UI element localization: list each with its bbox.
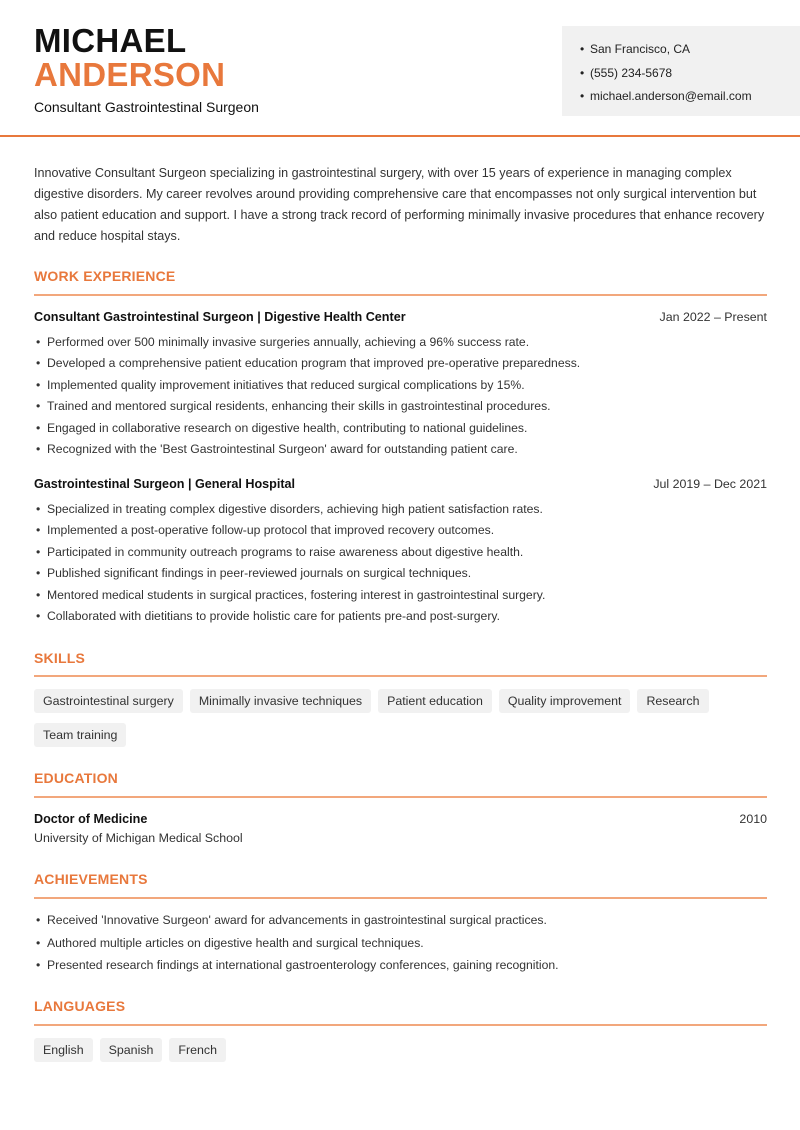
school: University of Michigan Medical School	[34, 831, 243, 845]
list-item: • Specialized in treating complex digestive disorders, achieving high patient satisfaction rates.	[34, 499, 767, 520]
job-bullets	[34, 332, 767, 460]
section-title-languages: LANGUAGES	[34, 998, 126, 1014]
list-item: • Implemented quality improvement initiatives that reduced surgical complications by 15%.	[34, 375, 767, 396]
skill-tag: Research	[637, 689, 708, 713]
job-role: Consultant Gastrointestinal Surgeon | Digestive Health Center	[34, 310, 406, 324]
skill-tag: Gastrointestinal surgery	[34, 689, 183, 713]
list-item: • Recognized with the 'Best Gastrointestinal Surgeon' award for outstanding patient care.	[34, 439, 767, 460]
skill-tag: Team training	[34, 723, 126, 747]
job-title: Consultant Gastrointestinal Surgeon	[34, 99, 259, 115]
skill-tag: Quality improvement	[499, 689, 631, 713]
first-name: MICHAEL	[34, 22, 187, 59]
section-title-skills: SKILLS	[34, 650, 85, 666]
list-item: • Developed a comprehensive patient education program that improved pre-operative preparedness.	[34, 353, 767, 374]
graduation-year: 2010	[739, 812, 767, 826]
job-dates: Jan 2022 – Present	[659, 310, 767, 324]
education-entry	[34, 812, 767, 845]
section-divider	[34, 675, 767, 677]
section-title-achievements: ACHIEVEMENTS	[34, 871, 148, 887]
summary: Innovative Consultant Surgeon specializing in gastrointestinal surgery, with over 15 years of experience in managing complex digestive disorders. My career revolves around providing comprehensive care that encompasses not only surgical intervention but also patient education and support. I have a strong track record of performing minimally invasive procedures that enhance recovery and reduce hospital stays.	[34, 166, 765, 243]
section-divider	[34, 897, 767, 899]
skill-tag: Patient education	[378, 689, 492, 713]
list-item: • Participated in community outreach programs to raise awareness about digestive health.	[34, 542, 767, 563]
contact-box	[562, 26, 800, 116]
job-dates: Jul 2019 – Dec 2021	[653, 477, 767, 491]
section-divider	[34, 1024, 767, 1026]
list-item: • Trained and mentored surgical residents, enhancing their skills in gastrointestinal procedures.	[34, 396, 767, 417]
job-role: Gastrointestinal Surgeon | General Hospital	[34, 477, 296, 491]
list-item: • Authored multiple articles on digestive health and surgical techniques.	[34, 932, 767, 955]
list-item: • Performed over 500 minimally invasive surgeries annually, achieving a 96% success rate.	[34, 332, 767, 353]
skills-tags	[34, 689, 767, 747]
list-item: • Presented research findings at international gastroenterology conferences, gaining recognition.	[34, 954, 767, 977]
last-name: ANDERSON	[34, 56, 226, 93]
section-title-work-experience: WORK EXPERIENCE	[34, 268, 176, 284]
job-header	[34, 477, 767, 491]
list-item: • Published significant findings in peer-reviewed journals on surgical techniques.	[34, 563, 767, 584]
skill-tag: Minimally invasive techniques	[190, 689, 371, 713]
list-item: • Received 'Innovative Surgeon' award for advancements in gastrointestinal surgical practices.	[34, 909, 767, 932]
list-item: • Mentored medical students in surgical practices, fostering interest in gastrointestinal surgery.	[34, 585, 767, 606]
contact-location: • San Francisco, CA	[580, 38, 782, 62]
language-tag: French	[169, 1038, 226, 1062]
list-item: • Collaborated with dietitians to provide holistic care for patients pre-and post-surgery.	[34, 606, 767, 627]
section-divider	[34, 294, 767, 296]
resume-header	[0, 0, 800, 137]
contact-email: • michael.anderson@email.com	[580, 85, 782, 109]
achievements-list	[34, 909, 767, 977]
language-tag: English	[34, 1038, 93, 1062]
contact-phone: • (555) 234-5678	[580, 62, 782, 86]
list-item: • Engaged in collaborative research on digestive health, contributing to national guidelines.	[34, 418, 767, 439]
job-bullets	[34, 499, 767, 627]
job-header	[34, 310, 767, 324]
degree: Doctor of Medicine	[34, 812, 148, 826]
list-item: • Implemented a post-operative follow-up protocol that improved recovery outcomes.	[34, 520, 767, 541]
languages-tags	[34, 1038, 767, 1062]
section-title-education: EDUCATION	[34, 770, 118, 786]
language-tag: Spanish	[100, 1038, 163, 1062]
section-divider	[34, 796, 767, 798]
